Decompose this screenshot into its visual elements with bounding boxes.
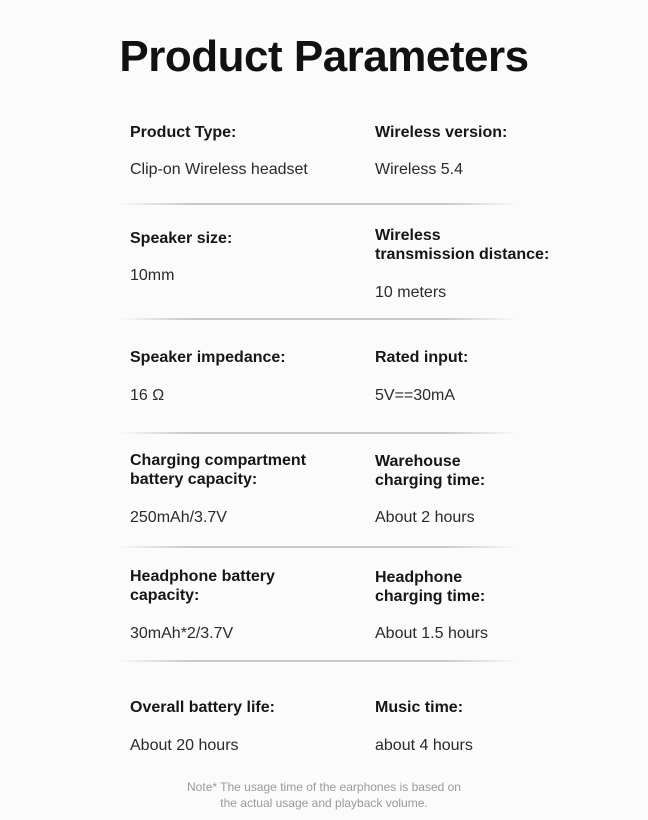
param-value-music-time: about 4 hours <box>375 737 473 754</box>
divider <box>118 203 518 205</box>
param-value-overall-battery-life: About 20 hours <box>130 737 239 754</box>
usage-note: Note* The usage time of the earphones is based on the actual usage and playback volume. <box>187 780 461 810</box>
param-value-transmission-distance: 10 meters <box>375 284 447 301</box>
param-value-speaker-size: 10mm <box>130 267 175 284</box>
param-label-product-type: Product Type: <box>130 124 237 141</box>
param-value-wireless-version: Wireless 5.4 <box>375 161 464 178</box>
param-label-case-charging-time: Warehouse charging time: <box>375 453 486 489</box>
divider <box>118 318 518 320</box>
param-label-transmission-distance: Wireless transmission distance: <box>375 227 550 263</box>
divider <box>118 660 518 662</box>
param-value-headphone-charging-time: About 1.5 hours <box>375 625 488 642</box>
param-value-speaker-impedance: 16 Ω <box>130 387 165 404</box>
divider <box>118 546 518 548</box>
param-label-speaker-size: Speaker size: <box>130 230 233 247</box>
param-label-headphone-charging-time: Headphone charging time: <box>375 569 486 605</box>
param-value-case-battery: 250mAh/3.7V <box>130 509 227 526</box>
divider <box>118 432 518 434</box>
param-value-rated-input: 5V==30mA <box>375 387 456 404</box>
param-label-headphone-battery: Headphone battery capacity: <box>130 568 275 604</box>
param-value-headphone-battery: 30mAh*2/3.7V <box>130 625 234 642</box>
page-title: Product Parameters <box>119 32 529 81</box>
param-label-wireless-version: Wireless version: <box>375 124 508 141</box>
param-label-rated-input: Rated input: <box>375 349 469 366</box>
param-label-case-battery: Charging compartment battery capacity: <box>130 452 307 488</box>
param-label-speaker-impedance: Speaker impedance: <box>130 349 286 366</box>
param-label-music-time: Music time: <box>375 699 464 716</box>
param-label-overall-battery-life: Overall battery life: <box>130 699 275 716</box>
param-value-case-charging-time: About 2 hours <box>375 509 475 526</box>
param-value-product-type: Clip-on Wireless headset <box>130 161 308 178</box>
